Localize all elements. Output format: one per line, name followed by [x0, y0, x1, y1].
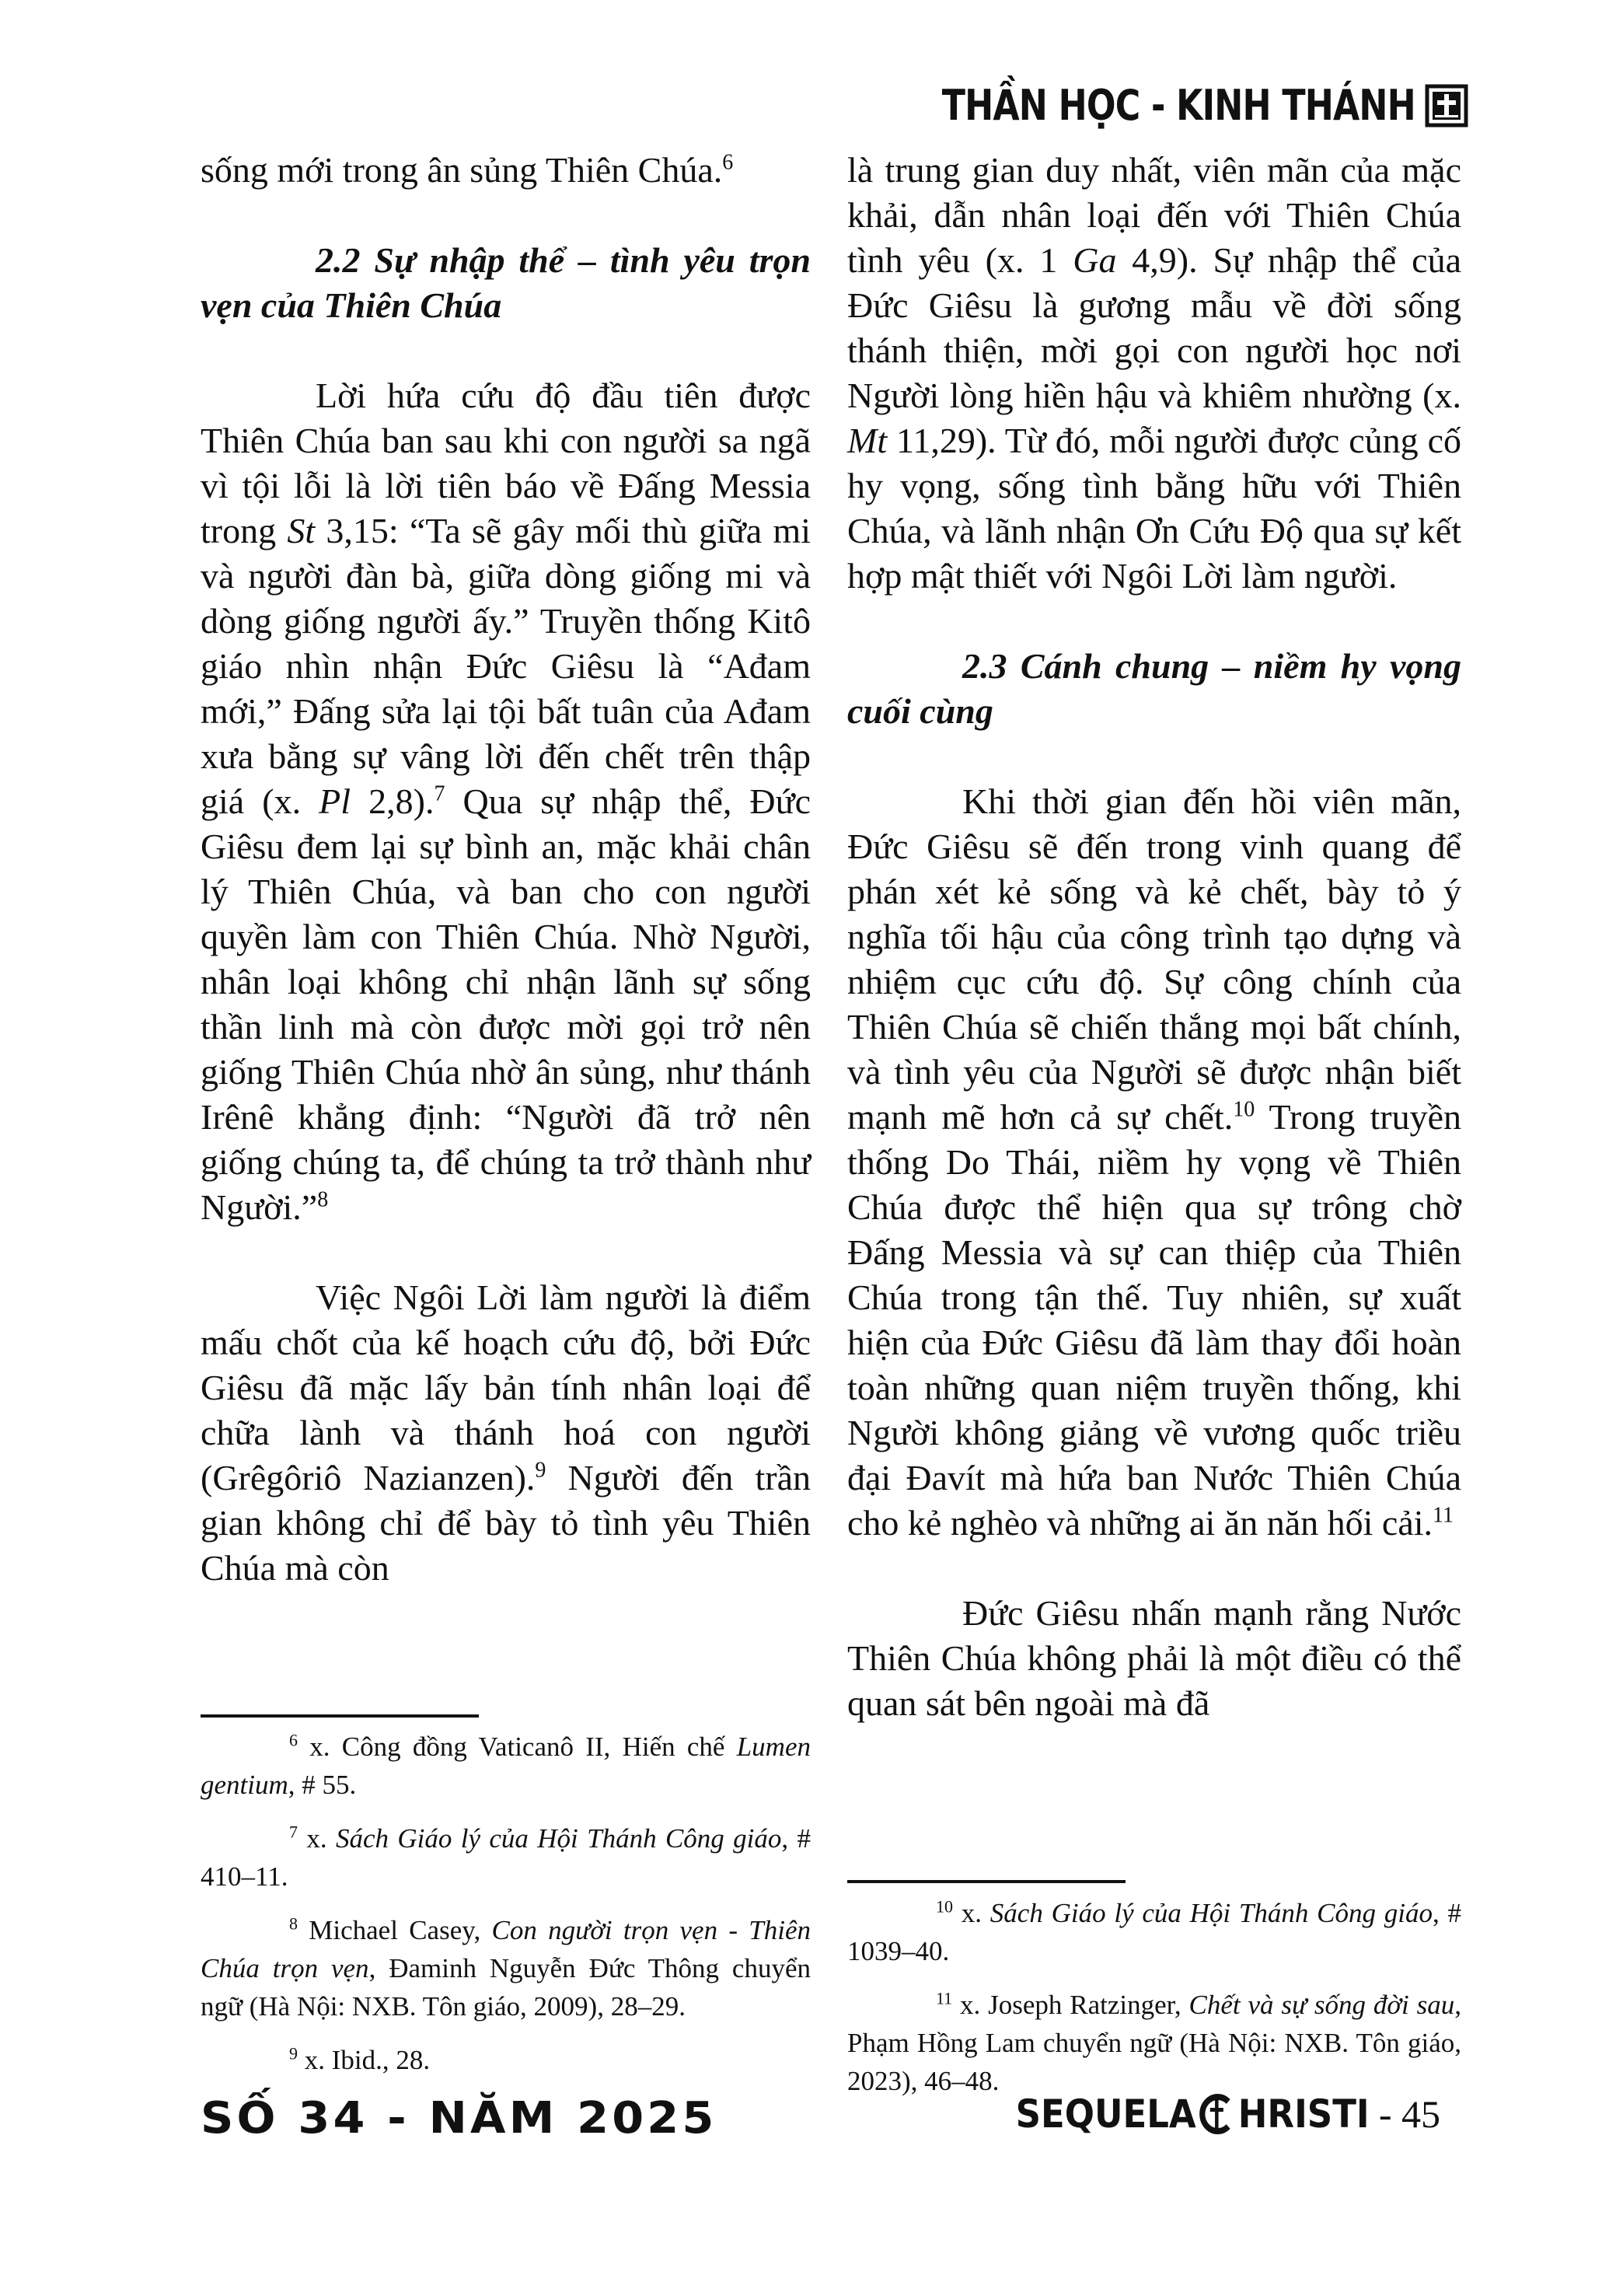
footnote-ref[interactable]: 10	[1233, 1097, 1255, 1122]
paragraph: là trung gian duy nhất, viên mãn của mặc khải, dẫn nhân loại đến với Thiên Chúa tình yêu (x. 1 Ga 4,9). Sự nhập thể của Đức Giêsu là gương mẫu về đời sống thánh thiện, mời gọi con người học nơi Người lòng hiền hậu và khiêm nhường (x. Mt 11,29). Từ đó, mỗi người được củng cố hy vọng, sống tình bằng hữu với Thiên Chúa, và lãnh nhận Ơn Cứu Độ qua sự kết hợp mật thiết với Ngôi Lời làm người.	[847, 150, 1462, 596]
footnote-8: $^8$ Michael Casey, Con người trọn vẹn - Thiên Chúa trọn vẹn, Đaminh Nguyễn Đức Thông chuyển ngữ (Hà Nội: NXB. Tôn giáo, 2009), 28–29.	[201, 1913, 811, 2022]
paragraph: Lời hứa cứu độ đầu tiên được Thiên Chúa ban sau khi con người sa ngã vì tội lỗi là lời tiên báo về Đấng Messia trong St 3,15: “Ta sẽ gây mối thù giữa mi và người đàn bà, giữa dòng giống mi và dòng giống người ấy.” Truyền thống Kitô giáo nhìn nhận Đức Giêsu là “Ađam mới,” Đấng sửa lại tội bất tuân của Ađam xưa bằng sự vâng lời đến chết trên thập giá (x. Pl 2,8).$^7$ Qua sự nhập thể, Đức Giêsu đem lại sự bình an, mặc khải chân lý Thiên Chúa, và ban cho con người quyền làm con Thiên Chúa. Nhờ Người, nhân loại không chỉ nhận lãnh sự sống thần linh mà còn được mời gọi trở nên giống Thiên Chúa nhờ ân sủng, như thánh Irênê khẳng định: “Người đã trở nên giống chúng ta, để chúng ta trở thành như Người.”$^8$	[201, 376, 811, 1227]
footer-brand	[976, 2092, 1440, 2137]
paragraph: Đức Giêsu nhấn mạnh rằng Nước Thiên Chúa không phải là một điều có thể quan sát bên ngoài mà đã	[847, 1593, 1461, 1723]
footnote-ref[interactable]: 6	[722, 150, 734, 175]
running-header	[838, 81, 1468, 130]
bible-cross-icon	[1425, 84, 1468, 128]
footnote-divider	[847, 1880, 1126, 1883]
chi-rho-c-icon	[1198, 2092, 1237, 2136]
section-heading-2-2: 2.2 Sự nhập thể – tình yêu trọn vẹn của Thiên Chúa	[201, 240, 811, 325]
footnote-ref[interactable]: 7	[434, 781, 445, 806]
footnote-ref[interactable]: 11	[1433, 1503, 1454, 1528]
left-footnotes	[201, 1728, 811, 2095]
footnote-ref[interactable]: 8	[317, 1187, 329, 1212]
right-footnotes	[847, 1894, 1461, 2116]
paragraph: Việc Ngôi Lời làm người là điểm mấu chốt của kế hoạch cứu độ, bởi Đức Giêsu đã mặc lấy bản tính nhân loại để chữa lành và thánh hoá con người (Grêgôriô Nazianzen).$^9$ Người đến trần gian không chỉ để bày tỏ tình yêu Thiên Chúa mà còn	[201, 1277, 811, 1588]
section-heading-2-3: 2.3 Cánh chung – niềm hy vọng cuối cùng	[847, 646, 1461, 731]
section-title: THẦN HỌC - KINH THÁNH	[941, 81, 1415, 130]
footnote-divider	[201, 1714, 479, 1718]
footnote-ref[interactable]: 9	[535, 1458, 546, 1483]
right-column	[847, 148, 1461, 1726]
svg-text:C: C	[1230, 2120, 1232, 2122]
scripture-ref: Pl	[319, 781, 351, 821]
left-column	[201, 148, 811, 1591]
scripture-ref: Ga	[1073, 240, 1117, 280]
issue-label: SỐ 34 - NĂM 2025	[201, 2093, 717, 2144]
scripture-ref: St	[287, 511, 316, 550]
page-number: - 45	[1378, 2092, 1440, 2136]
paragraph: sống mới trong ân sủng Thiên Chúa.$^6$	[201, 150, 734, 190]
footnote-10: $^{10}$ x. Sách Giáo lý của Hội Thánh Công giáo, # 1039–40.	[847, 1896, 1461, 1966]
sequela-christi-logo: SEQUELA C HRISTI	[1015, 2092, 1370, 2137]
footnote-6: $^6$ x. Công đồng Vaticanô II, Hiến chế Lumen gentium, # 55.	[201, 1730, 811, 1800]
footnote-11: $^{11}$ x. Joseph Ratzinger, Chết và sự sống đời sau, Phạm Hồng Lam chuyển ngữ (Hà Nội: NXB. Tôn giáo, 2023), 46–48.	[847, 1988, 1461, 2096]
footnote-7: $^7$ x. Sách Giáo lý của Hội Thánh Công giáo, # 410–11.	[201, 1822, 811, 1892]
footnote-9: $^9$ x. Ibid., 28.	[289, 2043, 431, 2075]
scripture-ref: Mt	[847, 421, 888, 460]
paragraph: Khi thời gian đến hồi viên mãn, Đức Giêsu sẽ đến trong vinh quang để phán xét kẻ sống và kẻ chết, bày tỏ ý nghĩa tối hậu của công trình tạo dựng và nhiệm cục cứu độ. Sự công chính của Thiên Chúa sẽ chiến thắng mọi bất chính, và tình yêu của Người sẽ được nhận biết mạnh mẽ hơn cả sự chết.$^{10}$ Trong truyền thống Do Thái, niềm hy vọng về Thiên Chúa được thể hiện qua sự trông chờ Đấng Messia và sự can thiệp của Thiên Chúa trong tận thế. Tuy nhiên, sự xuất hiện của Đức Giêsu đã làm thay đổi hoàn toàn những quan niệm truyền thống, khi Người không giảng về vương quốc triều đại Đavít mà hứa ban Nước Thiên Chúa cho kẻ nghèo và những ai ăn năn hối cải.$^{11}$	[847, 781, 1461, 1543]
